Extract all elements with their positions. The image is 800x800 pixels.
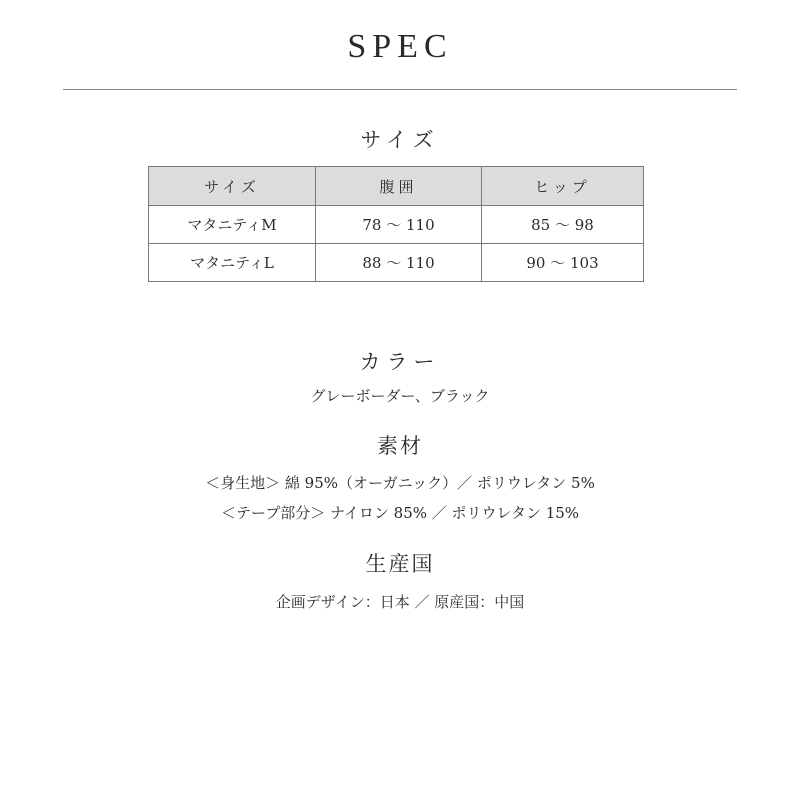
title-divider bbox=[63, 89, 737, 90]
column-header-hip: ヒップ bbox=[482, 167, 644, 206]
size-cell: マタニティL bbox=[149, 244, 316, 282]
hip-cell: 85 ～ 98 bbox=[482, 206, 644, 244]
origin-value: 企画デザイン：日本 ／ 原産国：中国 bbox=[275, 593, 525, 611]
color-heading: カラー bbox=[359, 350, 441, 374]
color-value: グレーボーダー、ブラック bbox=[310, 387, 490, 405]
table-row bbox=[149, 244, 644, 282]
size-heading: サイズ bbox=[360, 128, 440, 152]
column-header-waist: 腹囲 bbox=[316, 167, 482, 206]
origin-heading: 生産国 bbox=[365, 552, 435, 576]
material-line-tape: ＜テープ部分＞ ナイロン 85% ／ ポリウレタン 15% bbox=[220, 504, 580, 522]
material-line-body: ＜身生地＞ 綿 95%（オーガニック）／ ポリウレタン 5% bbox=[205, 474, 595, 492]
size-table-header-row bbox=[149, 167, 644, 206]
column-header-size: サイズ bbox=[149, 167, 316, 206]
size-table bbox=[148, 166, 644, 282]
page-title: SPEC bbox=[347, 28, 453, 65]
waist-cell: 88 ～ 110 bbox=[316, 244, 482, 282]
table-row bbox=[149, 206, 644, 244]
material-heading: 素材 bbox=[377, 434, 423, 458]
waist-cell: 78 ～ 110 bbox=[316, 206, 482, 244]
hip-cell: 90 ～ 103 bbox=[482, 244, 644, 282]
size-cell: マタニティM bbox=[149, 206, 316, 244]
